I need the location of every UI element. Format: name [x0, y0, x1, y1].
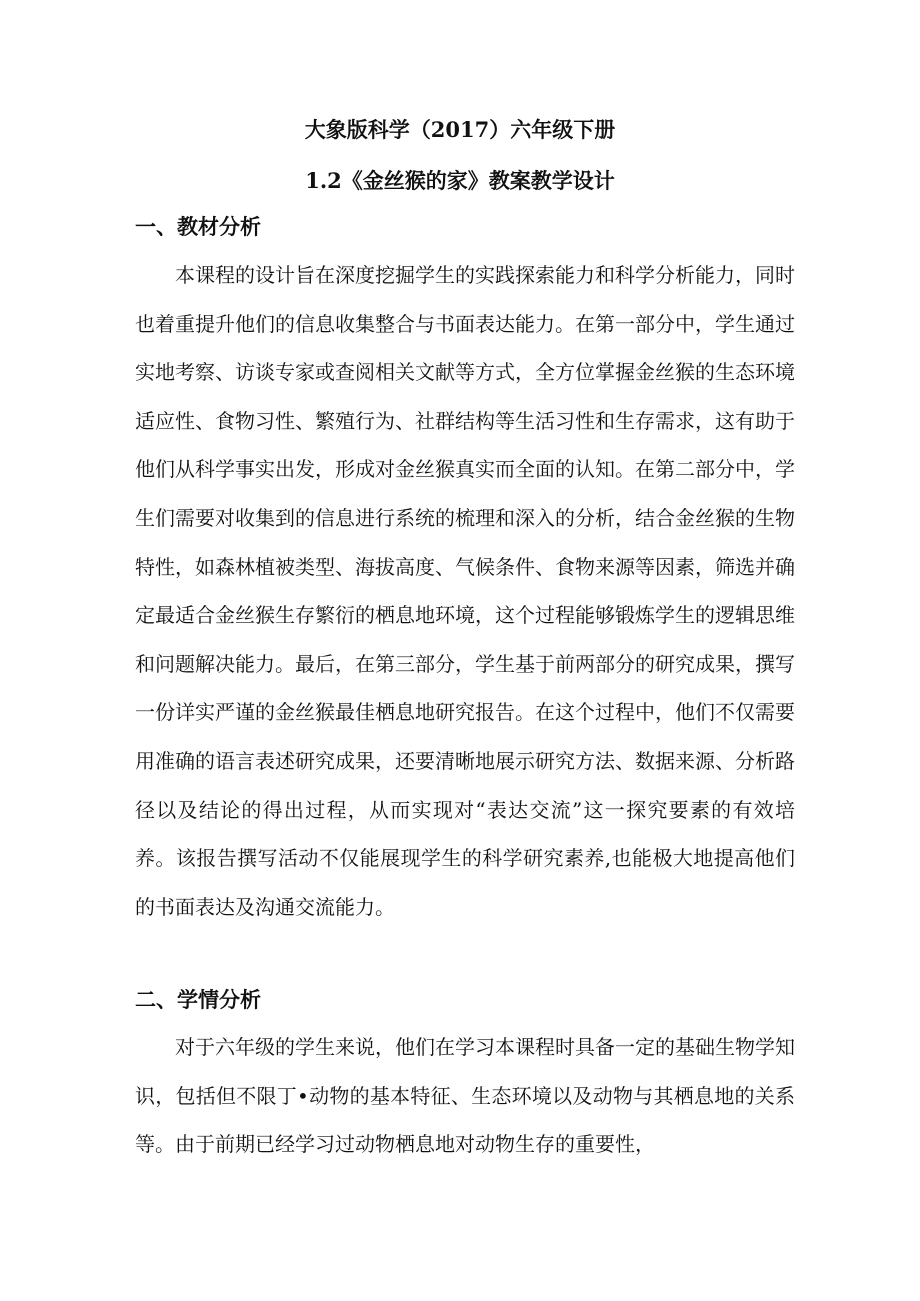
section-paragraph-textbook-analysis: 本课程的设计旨在深度挖掘学生的实践探索能力和科学分析能力，同时也着重提升他们的信息收集整合与书面表达能力。在第一部分中，学生通过实地考察、访谈专家或查阅相关文献等方式，全方位掌握金丝猴的生态环境适应性、食物习性、繁殖行为、社群结构等生活习性和生存需求，这有助于他们从科学事实出发，形成对金丝猴真实而全面的认知。在第二部分中，学生们需要对收集到的信息进行系统的梳理和深入的分析，结合金丝猴的生物特性，如森林植被类型、海拔高度、气候条件、食物来源等因素，筛选并确定最适合金丝猴生存繁衍的栖息地环境，这个过程能够锻炼学生的逻辑思维和问题解决能力。最后，在第三部分，学生基于前两部分的研究成果，撰写一份详实严谨的金丝猴最佳栖息地研究报告。在这个过程中，他们不仅需要用准确的语言表述研究成果，还要清晰地展示研究方法、数据来源、分析路径以及结论的得出过程，从而实现对“表达交流”这一探究要素的有效培养。该报告撰写活动不仅能展现学生的科学研究素养,也能极大地提高他们的书面表达及沟通交流能力。 — [135, 263, 795, 919]
section-heading-student-analysis: 二、学情分析 — [135, 987, 261, 1012]
section-paragraph-student-analysis: 对于六年级的学生来说，他们在学习本课程时具备一定的基础生物学知识，包括但不限丁•动物的基本特征、生态环境以及动物与其栖息地的关系等。由于前期已经学习过动物栖息地对动物生存的重要性， — [135, 1035, 795, 1157]
document-subtitle: 1.2《金丝猴的家》教案教学设计 — [305, 168, 615, 193]
section-heading-textbook-analysis: 一、教材分析 — [135, 214, 261, 239]
document-title: 大象版科学（2017）六年级下册 — [304, 117, 616, 142]
